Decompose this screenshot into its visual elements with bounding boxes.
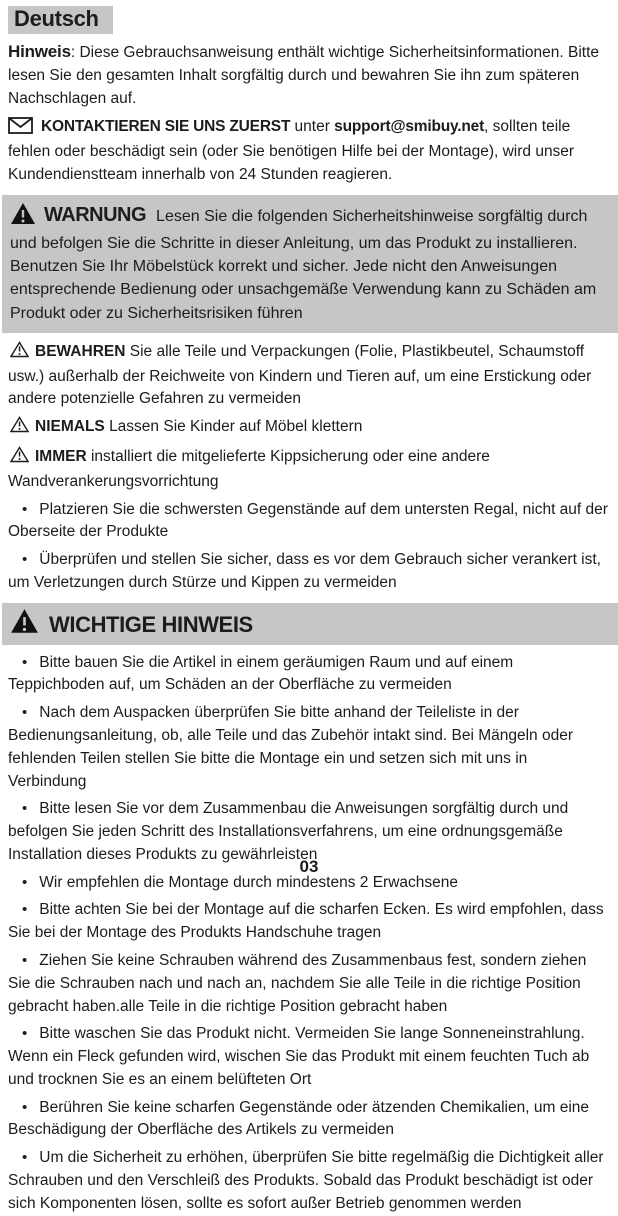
bullet-text: Um die Sicherheit zu erhöhen, überprüfen Sie bitte regelmäßig die Dichtigkeit aller Schrauben und den Verschleiß des Produkts. Sobald das Produkt beschädigt ist oder sich Komponenten lösen, sollte es sofort außer Betrieb genommen werden (8, 1149, 604, 1212)
bullet-text: Platzieren Sie die schwersten Gegenstände auf dem untersten Regal, nicht auf der Oberseite der Produkte (8, 500, 608, 541)
caution-text: Lassen Sie Kinder auf Möbel klettern (109, 418, 363, 436)
important-bullet-item (8, 950, 610, 1018)
bullet-icon: • (22, 1098, 28, 1116)
notice-text: Diese Gebrauchsanweisung enthält wichtige Sicherheitsinformationen. Bitte lesen Sie den gesamten Inhalt sorgfältig durch und bewahren Sie ihn zum späteren Nachschlagen auf. (8, 44, 600, 107)
caution-text: installiert die mitgelieferte Kippsicherung oder eine andere Wandverankerungsvorrichtung (8, 447, 490, 490)
bullet-icon: • (22, 1025, 28, 1043)
bullet-text: Bitte bauen Sie die Artikel in einem geräumigen Raum und auf einem Teppichboden auf, um Schäden an der Oberfläche zu vermeiden (8, 653, 514, 694)
caution-item (8, 416, 610, 441)
important-bullet-item (8, 1023, 610, 1091)
notice-separator: : (70, 44, 80, 61)
warning-bullet-item (8, 499, 610, 545)
bullet-icon: • (22, 800, 28, 818)
caution-label: NIEMALS (35, 418, 105, 436)
important-section-header (2, 603, 618, 645)
bullet-icon: • (22, 551, 28, 569)
contact-paragraph (8, 116, 610, 187)
caution-label: BEWAHREN (35, 342, 126, 360)
bullet-text: Bitte waschen Sie das Produkt nicht. Vermeiden Sie lange Sonneneinstrahlung. Wenn ein Fleck gefunden wird, wischen Sie das Produkt mit einem feuchten Tuch ab und trocknen Sie es an einem belüfteten Ort (8, 1025, 590, 1088)
caution-triangle-icon (10, 341, 29, 366)
notice-label: Hinweis (8, 42, 71, 61)
bullet-text: Wir empfehlen die Montage durch mindestens 2 Erwachsene (39, 873, 458, 891)
bullet-icon: • (22, 500, 28, 518)
envelope-icon (8, 117, 33, 142)
bullet-icon: • (22, 704, 28, 722)
bullet-icon: • (22, 952, 28, 970)
important-section-title: WICHTIGE HINWEIS (49, 611, 253, 637)
bullet-icon: • (22, 1149, 28, 1167)
bullet-text: Ziehen Sie keine Schrauben während des Zusammenbaus fest, sondern ziehen Sie die Schrauben nach und nach an, nachdem Sie alle Teile in die richtige Position gebracht haben.alle Teile in die richtige Position gebracht haben (8, 952, 587, 1015)
caution-item (8, 341, 610, 411)
bullet-text: Überprüfen und stellen Sie sicher, dass es vor dem Gebrauch sicher verankert ist, um Verletzungen durch Stürze und Kippen zu vermeiden (8, 551, 601, 591)
contact-middle: unter (290, 117, 335, 135)
warning-box (2, 195, 618, 333)
caution-triangle-icon (10, 446, 29, 471)
caution-label: IMMER (35, 447, 87, 465)
warning-triangle-icon (10, 202, 36, 232)
caution-text: Sie alle Teile und Verpackungen (Folie, Plastikbeutel, Schaumstoff usw.) außerhalb der Reichweite von Kindern und Tieren auf, um eine Erstickung oder andere potenzielle Gefahren zu vermeiden (8, 342, 592, 408)
bullet-text: Bitte lesen Sie vor dem Zusammenbau die Anweisungen sorgfältig durch und befolgen Sie jeden Schritt des Installationsverfahrens, um eine ordnungsgemäße Installation dieses Produkts zu gewährleisten (8, 800, 569, 863)
warning-title: WARNUNG (44, 203, 147, 226)
warning-triangle-icon (10, 608, 39, 639)
important-bullet-item (8, 702, 610, 793)
notice-paragraph (8, 40, 610, 111)
caution-triangle-icon (10, 416, 29, 441)
contact-email: support@smibuy.net (334, 117, 485, 135)
bullet-icon: • (22, 873, 28, 891)
important-bullet-item (8, 1097, 610, 1143)
language-header-label: Deutsch (14, 6, 99, 31)
bullet-icon: • (22, 901, 28, 919)
warning-text: Lesen Sie die folgenden Sicherheitshinweise sorgfältig durch und befolgen Sie die Schritte in dieser Anleitung, um das Produkt zu installieren. Benutzen Sie Ihr Möbelstück korrekt und sicher. Jede nicht den Anweisungen entsprechende Bedienung oder unsachgemäße Verwendung kann zu Schäden am Produkt oder zu Sicherheitsrisiken führen (10, 207, 597, 322)
warning-bullet-item (8, 549, 610, 595)
bullet-text: Nach dem Auspacken überprüfen Sie bitte anhand der Teileliste in der Bedienungsanleitung, ob, alle Teile und das Zubehör intakt sind. Bei Mängeln oder fehlenden Teilen stellen Sie bitte die Montage ein und setzen sich mit uns in Verbindung (8, 704, 573, 790)
important-bullet-item (8, 899, 610, 945)
bullet-text: Bitte achten Sie bei der Montage auf die scharfen Ecken. Es wird empfohlen, dass Sie bei der Montage des Produkts Handschuhe tragen (8, 901, 604, 942)
contact-label: KONTAKTIEREN SIE UNS ZUERST (41, 117, 291, 135)
bullet-icon: • (22, 653, 28, 671)
language-header (8, 6, 113, 34)
page-number: 03 (299, 857, 319, 876)
contact-rest: , sollten teile fehlen oder beschädigt sein (oder Sie benötigen Hilfe bei der Montage), wird unser Kundendienstteam innerhalb von 24 Stunden reagieren. (8, 117, 575, 184)
important-bullet-item (8, 1147, 610, 1215)
important-bullet-item (8, 652, 610, 698)
caution-item (8, 446, 610, 494)
bullet-text: Berühren Sie keine scharfen Gegenstände oder ätzenden Chemikalien, um eine Beschädigung der Oberfläche des Artikels zu vermeiden (8, 1098, 590, 1139)
